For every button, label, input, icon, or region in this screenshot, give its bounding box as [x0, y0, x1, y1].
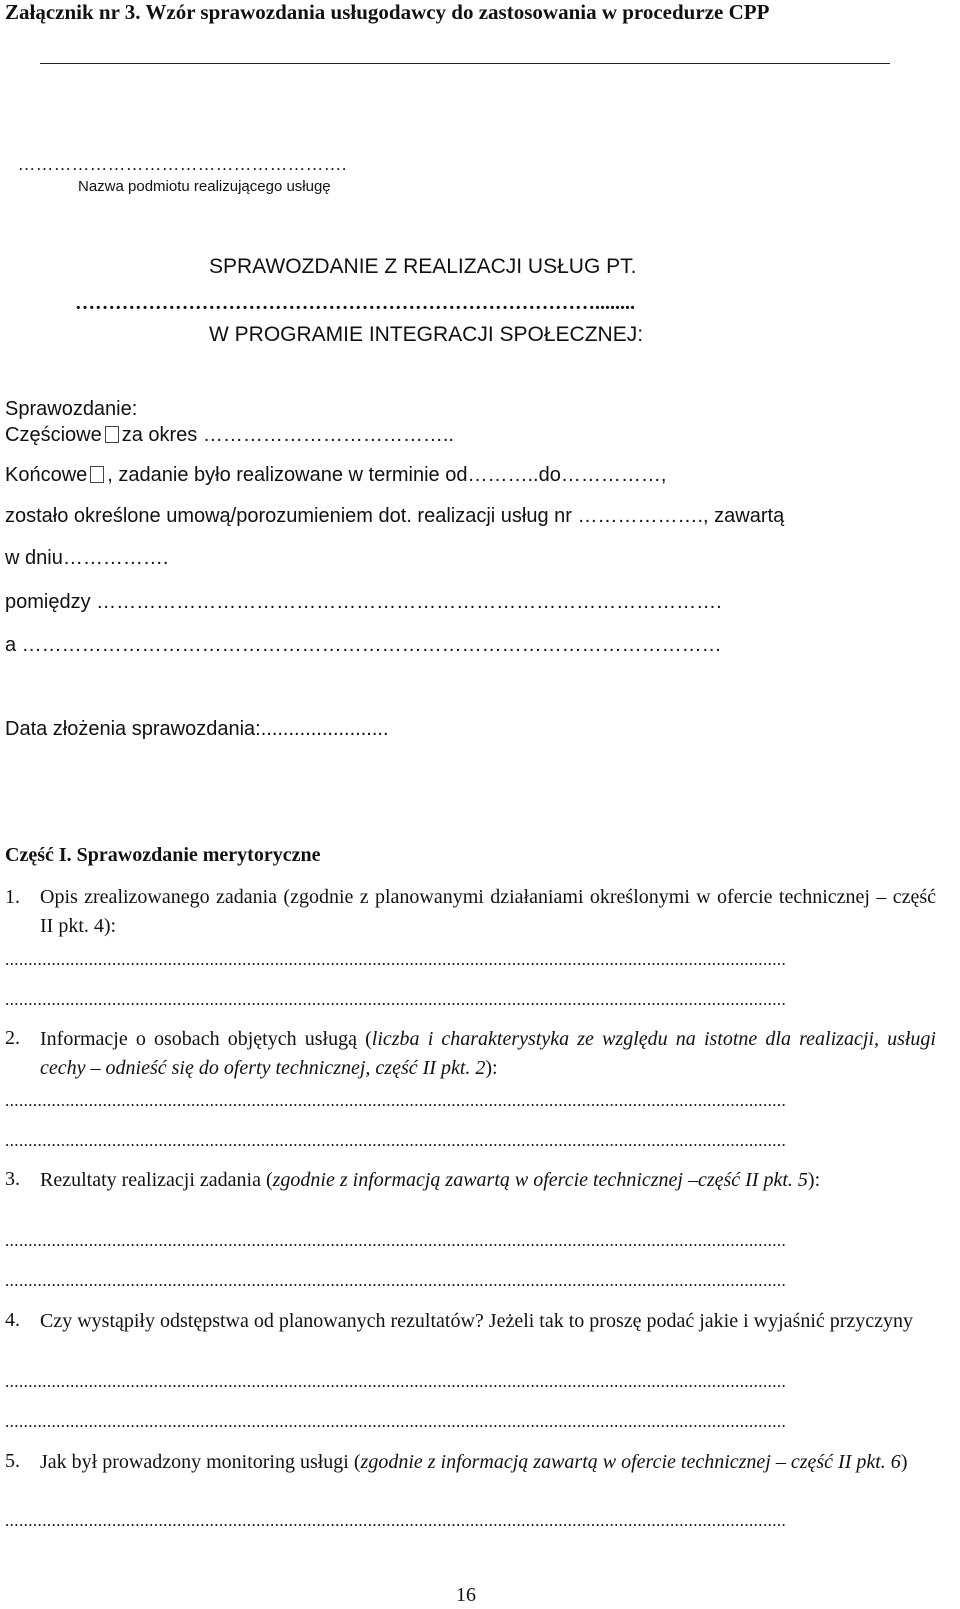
item-5-text [40, 1448, 936, 1477]
item-2-text [40, 1025, 936, 1083]
partial-report-row [5, 424, 454, 447]
final-report-term: , zadanie było realizowane w terminie od………..do……………, [107, 464, 667, 486]
answer-line[interactable]: ........................................................................................................................................................................ [5, 950, 787, 969]
item-2-body: Informacje o osobach objętych usługą ( [40, 1028, 372, 1050]
item-3-body: Rezultaty realizacji zadania ( [40, 1169, 273, 1191]
item-3-end: ): [807, 1169, 821, 1191]
item-2-end: ): [485, 1057, 498, 1079]
item-2-italic: liczba i charakterystyka ze względu na istotne dla realizacji, usługi cechy – odnieść się do oferty technicznej, część II pkt. 2 [40, 1028, 936, 1079]
report-title-dots[interactable]: ……………………………………………………………………........ [75, 292, 635, 314]
item-5-end: ) [900, 1451, 908, 1473]
item-5-body: Jak był prowadzony monitoring usługi ( [40, 1451, 361, 1473]
parties-and-line: a …………………………………………………………………………………………… [5, 634, 722, 656]
item-number: 2. [5, 1027, 20, 1049]
final-report-row [5, 464, 666, 487]
item-1-text [40, 883, 936, 941]
item-1-body: Opis zrealizowanego zadania (zgodnie z planowanymi działaniami określonymi w ofercie technicznej – część II pkt. 4): [40, 886, 936, 937]
final-report-checkbox[interactable] [90, 466, 104, 483]
answer-line[interactable]: ........................................................................................................................................................................ [5, 1091, 787, 1110]
page-number: 16 [456, 1584, 476, 1606]
answer-line[interactable]: ........................................................................................................................................................................ [5, 990, 787, 1009]
section-heading: Część I. Sprawozdanie merytoryczne [5, 844, 321, 866]
provider-name-field[interactable]: ………………………………………………. [18, 155, 348, 174]
item-number: 4. [5, 1309, 20, 1331]
answer-line[interactable]: ........................................................................................................................................................................ [5, 1412, 787, 1431]
item-number: 3. [5, 1168, 20, 1190]
item-number: 5. [5, 1450, 20, 1472]
answer-line[interactable]: ........................................................................................................................................................................ [5, 1131, 787, 1150]
page-title: Załącznik nr 3. Wzór sprawozdania usługodawcy do zastosowania w procedurze CPP [5, 0, 770, 24]
item-4-body: Czy wystąpiły odstępstwa od planowanych rezultatów? Jeżeli tak to proszę podać jakie i wyjaśnić przyczyny [40, 1310, 914, 1332]
item-3-italic: zgodnie z informacją zawartą w ofercie technicznej –część II pkt. 5 [272, 1169, 808, 1191]
item-number: 1. [5, 886, 20, 908]
parties-between-line: pomiędzy …………………………………………………………………………………. [5, 591, 722, 613]
submission-date-line: Data złożenia sprawozdania:....................... [5, 718, 389, 740]
partial-report-period: za okres ……………………………….. [121, 424, 454, 446]
agreement-date-line: w dniu……………. [5, 547, 169, 569]
item-4-text [40, 1307, 936, 1336]
item-5-italic: zgodnie z informacją zawartą w ofercie technicznej – część II pkt. 6 [360, 1451, 901, 1473]
title-underline [40, 63, 890, 64]
partial-report-checkbox[interactable] [105, 426, 119, 443]
answer-line[interactable]: ........................................................................................................................................................................ [5, 1372, 787, 1391]
final-report-label: Końcowe [5, 464, 88, 486]
answer-line[interactable]: ........................................................................................................................................................................ [5, 1231, 787, 1250]
report-type-label: Sprawozdanie: [5, 398, 138, 420]
provider-name-caption: Nazwa podmiotu realizującego usługę [78, 178, 331, 195]
report-title: SPRAWOZDANIE Z REALIZACJI USŁUG PT. [209, 255, 637, 278]
agreement-line: zostało określone umową/porozumieniem dot. realizacji usług nr ………………., zawartą [5, 505, 785, 527]
item-3-text [40, 1166, 936, 1195]
answer-line[interactable]: ........................................................................................................................................................................ [5, 1511, 787, 1530]
answer-line[interactable]: ........................................................................................................................................................................ [5, 1271, 787, 1290]
report-program: W PROGRAMIE INTEGRACJI SPOŁECZNEJ: [209, 323, 644, 346]
partial-report-label: Częściowe [5, 424, 102, 446]
